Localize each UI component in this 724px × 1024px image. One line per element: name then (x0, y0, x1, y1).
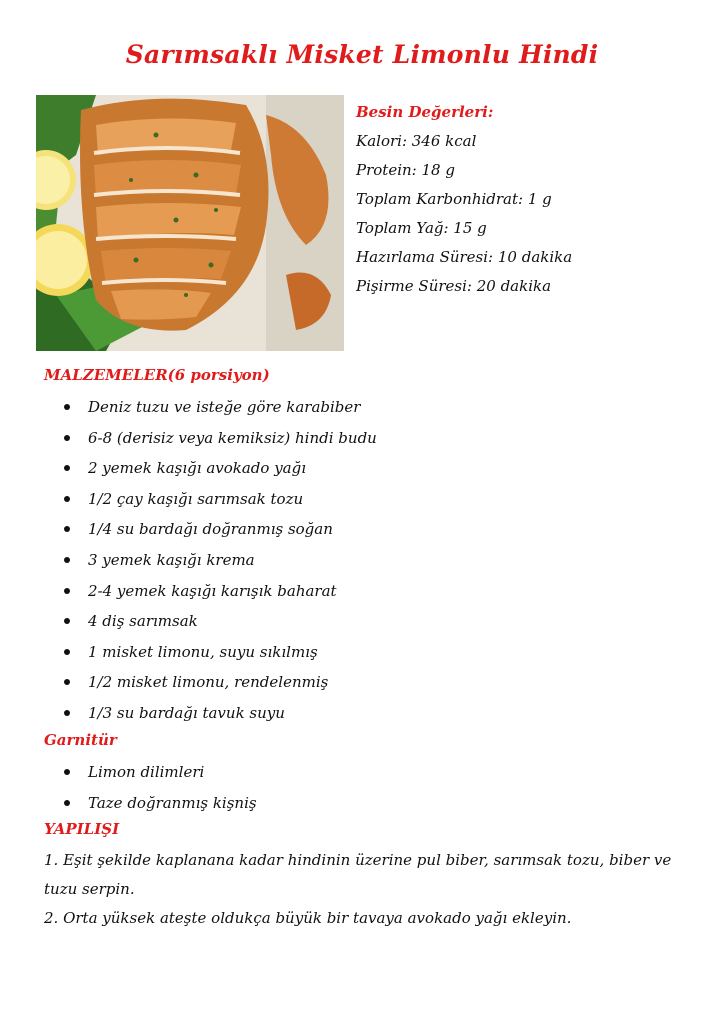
recipe-title: Sarımsaklı Misket Limonlu Hindi (125, 40, 599, 69)
bullet-icon (64, 679, 70, 685)
step-text: 1. Eşit şekilde kaplanana kadar hindinin üzerine pul biber, sarımsak tozu, biber ve tuzu serpin. (44, 851, 672, 898)
garnish-heading: Garnitür (44, 731, 117, 749)
nutrition-line: Toplam Karbonhidrat: 1 g (356, 190, 552, 208)
bullet-icon (64, 557, 70, 563)
bullet-icon (64, 435, 70, 441)
bullet-icon (64, 800, 70, 806)
nutrition-line: Toplam Yağ: 15 g (356, 219, 487, 237)
list-item (60, 792, 257, 823)
garnish-text: Taze doğranmış kişniş (88, 793, 257, 812)
bullet-icon (64, 404, 70, 410)
ingredient-text: 4 diş sarımsak (88, 612, 198, 631)
bullet-icon (64, 618, 70, 624)
list-item (60, 427, 377, 458)
nutrition-line: Hazırlama Süresi: 10 dakika (356, 248, 573, 266)
list-item (60, 488, 377, 519)
ingredient-text: 1/2 çay kaşığı sarımsak tozu (88, 489, 304, 508)
list-item (60, 396, 377, 427)
ingredient-text: 3 yemek kaşığı krema (88, 550, 255, 569)
list-item (60, 549, 377, 580)
ingredient-text: 1/4 su bardağı doğranmış soğan (88, 520, 333, 539)
ingredient-text: 6-8 (derisiz veya kemiksiz) hindi budu (88, 428, 377, 447)
bullet-icon (64, 649, 70, 655)
list-item (60, 518, 377, 549)
ingredients-list (60, 396, 377, 733)
list-item (60, 641, 377, 672)
bullet-icon (64, 465, 70, 471)
nutrition-line: Protein: 18 g (356, 161, 455, 179)
ingredients-heading: MALZEMELER(6 porsiyon) (44, 366, 270, 384)
bullet-icon (64, 710, 70, 716)
list-item (60, 671, 377, 702)
list-item (60, 761, 257, 792)
step-text: 2. Orta yüksek ateşte oldukça büyük bir tavaya avokado yağı ekleyin. (44, 909, 572, 927)
ingredient-text: Deniz tuzu ve isteğe göre karabiber (88, 398, 361, 416)
garnish-list (60, 761, 257, 822)
nutrition-panel (356, 103, 696, 303)
ingredient-text: 1/3 su bardağı tavuk suyu (88, 703, 285, 722)
garnish-text: Limon dilimleri (88, 763, 205, 781)
ingredient-text: 1/2 misket limonu, rendelenmiş (88, 673, 329, 692)
ingredient-text: 2-4 yemek kaşığı karışık baharat (88, 581, 337, 600)
bullet-icon (64, 769, 70, 775)
bullet-icon (64, 496, 70, 502)
instructions-steps (44, 846, 684, 933)
ingredient-text: 2 yemek kaşığı avokado yağı (88, 459, 307, 478)
nutrition-line: Kalori: 346 kcal (356, 132, 477, 150)
ingredient-text: 1 misket limonu, suyu sıkılmış (88, 642, 318, 661)
nutrition-line: Pişirme Süresi: 20 dakika (356, 277, 552, 295)
list-item (60, 457, 377, 488)
list-item (60, 702, 377, 733)
instructions-heading: YAPILIŞI (44, 820, 120, 838)
list-item (60, 610, 377, 641)
dish-photo (36, 95, 344, 351)
bullet-icon (64, 588, 70, 594)
list-item (60, 580, 377, 611)
bullet-icon (64, 526, 70, 532)
nutrition-heading: Besin Değerleri: (356, 103, 494, 121)
